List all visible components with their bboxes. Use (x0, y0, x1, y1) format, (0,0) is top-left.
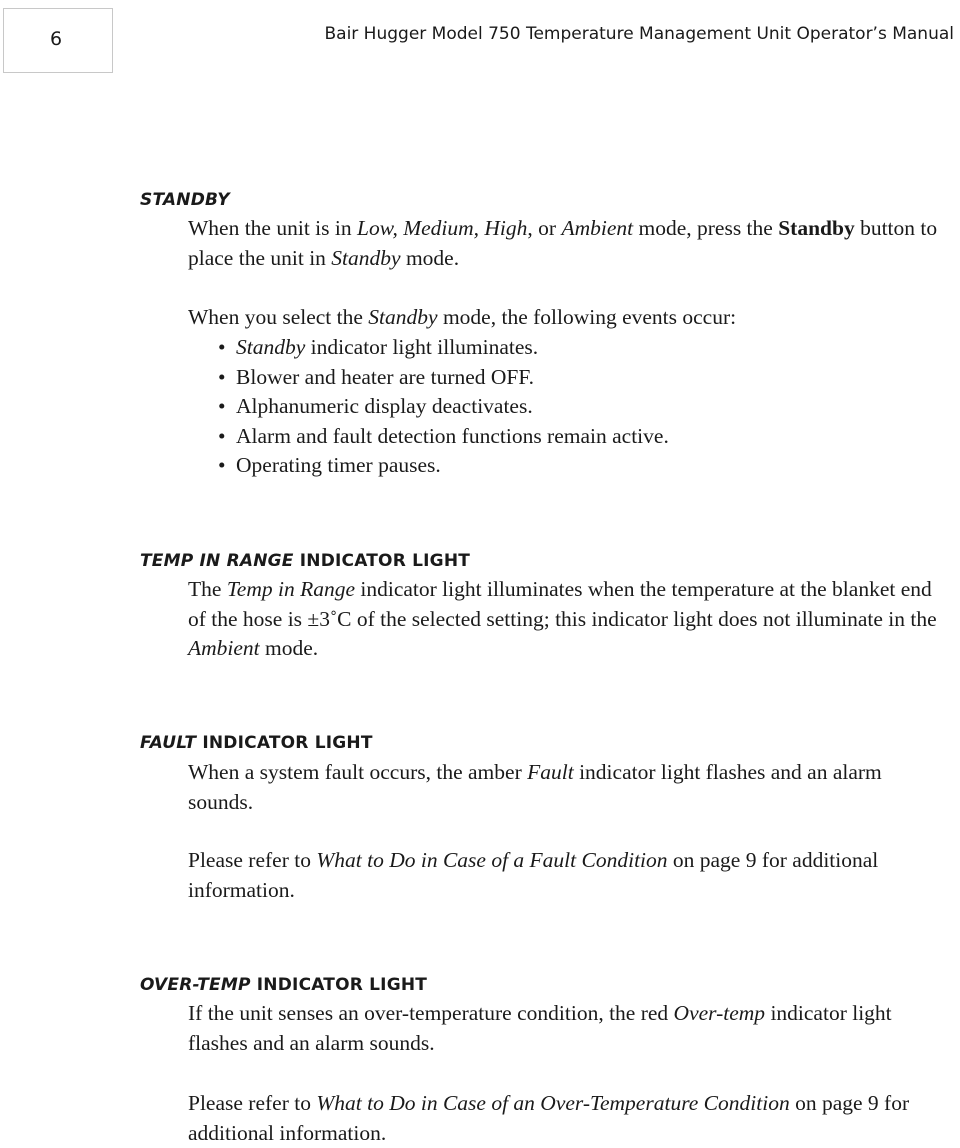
emphasis: What to Do in Case of a Fault Condition (316, 848, 668, 872)
text: mode. (259, 636, 319, 660)
section-heading-standby (140, 190, 230, 210)
page-number: 6 (50, 28, 63, 50)
over-temp-paragraph-2 (188, 1089, 948, 1148)
text: , or (527, 216, 562, 240)
heading-rest: INDICATOR LIGHT (196, 733, 373, 753)
emphasis: Low, Medium, High (357, 216, 528, 240)
heading-rest: INDICATOR LIGHT (250, 975, 428, 995)
text: mode, the following events occur: (437, 305, 737, 329)
standby-paragraph-1 (188, 214, 948, 273)
section-heading-fault (140, 733, 373, 753)
emphasis: Standby (331, 245, 401, 270)
heading-italic: STANDBY (140, 190, 230, 210)
emphasis: Standby (236, 335, 306, 359)
text: indicator light flashes and an alarm sounds. (188, 760, 882, 814)
text: When a system fault occurs, the amber (188, 760, 528, 784)
emphasis: Temp in Range (226, 577, 356, 601)
heading-italic: OVER-TEMP (140, 975, 251, 995)
emphasis: What to Do in Case of an Over-Temperature Condition (316, 1091, 790, 1115)
text: If the unit senses an over-temperature condition, the red (188, 1001, 674, 1025)
list-item: • Alarm and fault detection functions remain active. (236, 422, 669, 452)
standby-paragraph-2 (188, 303, 948, 333)
emphasis: Ambient (188, 636, 260, 660)
page-box-border-right (112, 8, 113, 72)
section-heading-over-temp (140, 975, 427, 995)
text: indicator light illuminates. (305, 335, 539, 359)
text: on page 9 for additional information. (188, 1091, 910, 1145)
temp-in-range-paragraph (188, 575, 948, 664)
fault-paragraph-2 (188, 846, 948, 905)
heading-rest: INDICATOR LIGHT (293, 551, 471, 571)
heading-italic: TEMP IN RANGE (140, 551, 294, 571)
bold-text: Standby (778, 216, 855, 240)
emphasis: Fault (527, 760, 574, 784)
text: When the unit is in (188, 216, 357, 240)
emphasis: Ambient (561, 216, 634, 240)
fault-paragraph-1 (188, 758, 948, 817)
text: Please refer to (188, 1091, 317, 1115)
list-item: • Operating timer pauses. (236, 451, 669, 481)
page-number-box (0, 0, 112, 72)
text: mode. (400, 245, 460, 270)
text: indicator light flashes and an alarm sounds. (188, 1001, 892, 1055)
list-item (236, 333, 669, 363)
over-temp-paragraph-1 (188, 999, 948, 1058)
text: mode, press the (633, 216, 779, 240)
text: indicator light illuminates when the temperature at the blanket end of the hose is ±3˚C of the selected setting; this indicator light does not illuminate in the (188, 577, 937, 631)
standby-events-list (236, 333, 669, 481)
emphasis: Over-temp (673, 1001, 766, 1025)
heading-italic: FAULT (140, 733, 197, 753)
list-item: • Alphanumeric display deactivates. (236, 392, 669, 422)
text: Please refer to (188, 848, 317, 872)
text: The (188, 577, 227, 601)
running-title: Bair Hugger Model 750 Temperature Management Unit Operator’s Manual (324, 24, 954, 44)
text: button to place the unit in (188, 216, 938, 270)
emphasis: Standby (368, 305, 438, 329)
section-heading-temp-in-range (140, 551, 470, 571)
text: When you select the (188, 305, 369, 329)
page-box-border-bottom (3, 72, 113, 73)
text: on page 9 for additional information. (188, 848, 879, 902)
list-item: • Blower and heater are turned OFF. (236, 363, 669, 393)
